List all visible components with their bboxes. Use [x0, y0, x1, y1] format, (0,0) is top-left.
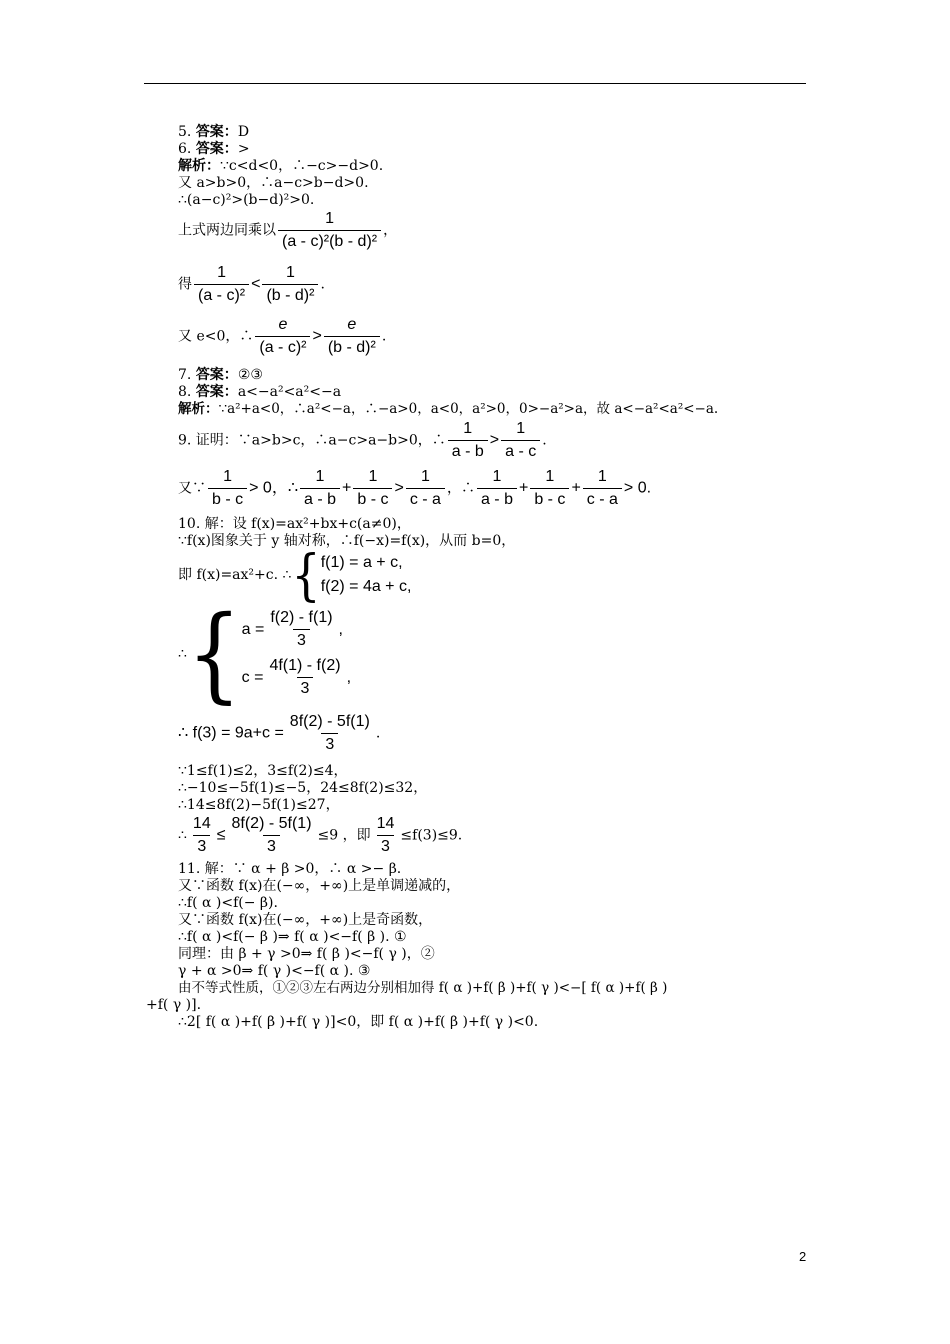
solution-11-line-2: 又∵函数 f(x)在(−∞，+∞)上是单调递减的，	[178, 878, 461, 894]
fraction: $\frac{e}{\text{(a - c)²}}$	[255, 316, 310, 357]
fraction: $\frac{1}{\text{(a - c)²(b - d)²}}$	[278, 210, 381, 251]
fraction: $\frac{14}{3}$	[376, 815, 395, 855]
solution-10-system-2: ∴{ a = $\frac{f(2) - f(1)}{3}$ , c = $\frac{4f(1) - f(2)}{3}$ ,	[178, 594, 352, 714]
solution-10-system-1: 即 f(x)=ax²+c. ∴{ f(1) = a + c, f(2) = 4a + c,	[178, 542, 412, 608]
fraction: $\frac{1}{a - b}$	[448, 420, 488, 461]
solution-11-line-5: ∴f( α )<f(− β )⇒ f( α )<−f( β ). ①	[178, 929, 407, 945]
fraction: $\frac{e}{\text{(b - d)²}}$	[324, 316, 380, 357]
fraction: $\frac{1}{b - c}$	[353, 468, 392, 509]
fraction: $\frac{f(2) - f(1)}{3}$	[270, 609, 333, 650]
analysis-6: 解析：∵c<d<0，∴−c>−d>0.	[178, 158, 384, 174]
solution-10: 10. 解：设 f(x)=ax²+bx+c(a≠0)，	[178, 516, 411, 532]
analysis-6-line-5: 得 $\frac{1}{\text{(a - c)²}}$ < $\frac{1}{\text{(b - d)²}}$ .	[178, 264, 325, 304]
solution-11-line-7: γ + α >0⇒ f( γ )<−f( α ). ③	[178, 963, 371, 979]
solution-11-line-3: ∴f( α )<f(− β).	[178, 895, 278, 911]
solution-11: 11. 解：∵ α + β >0，∴ α >− β.	[178, 861, 402, 877]
fraction: $\frac{1}{b - c}$	[530, 468, 569, 509]
analysis-8: 解析：∵a²+a<0，∴a²<−a，∴−a>0，a<0，a²>0，0>−a²>a，故 a<−a²<a²<−a.	[178, 401, 719, 417]
proof-9-line-2: 又∵ $\frac{1}{b - c}$ > 0，∴ $\frac{1}{a - b}$ + $\frac{1}{b - c}$ > $\frac{1}{c - a}$ ，∴ $\frac{1}{a - b}$ + $\frac{1}{b - c}$ + $\frac{1}{c - a}$ > 0.	[178, 468, 652, 508]
solution-10-line-8: ∴14≤8f(2)−5f(1)≤27，	[178, 797, 340, 813]
solution-10-line-6: ∵1≤f(1)≤2，3≤f(2)≤4，	[178, 763, 348, 779]
fraction: $\frac{4f(1) - f(2)}{3}$	[269, 657, 341, 698]
answer-8: 8. 答案：a<−a²<a²<−a	[178, 384, 342, 400]
analysis-6-line-6: 又 e<0，∴ $\frac{e}{\text{(a - c)²}}$ > $\frac{e}{\text{(b - d)²}}$ .	[178, 316, 387, 356]
fraction: $\frac{1}{a - c}$	[501, 420, 540, 461]
page-number: 2	[799, 1249, 807, 1264]
solution-10-line-2: ∵f(x)图象关于 y 轴对称，∴f(−x)=f(x)，从而 b=0，	[178, 533, 516, 549]
solution-11-line-8: 由不等式性质，①②③左右两边分别相加得 f( α )+f( β )+f( γ )<−[ f( α )+f( β )	[178, 980, 668, 996]
fraction: $\frac{1}{a - b}$	[477, 468, 517, 509]
solution-11-line-6: 同理：由 β + γ >0⇒ f( β )<−f( γ )，②	[178, 946, 435, 962]
solution-10-conclusion: ∴ $\frac{14}{3}$ ≤ $\frac{8f(2) - 5f(1)}{3}$ ≤9 ，即 $\frac{14}{3}$ ≤f(3)≤9.	[178, 815, 463, 855]
analysis-6-line-3: ∴(a−c)²>(b−d)²>0.	[178, 192, 315, 208]
fraction: $\frac{1}{b - c}$	[208, 468, 247, 509]
solution-11-line-9: +f( γ )].	[146, 997, 202, 1013]
fraction: $\frac{1}{\text{(a - c)²}}$	[194, 264, 249, 305]
fraction: $\frac{1}{c - a}$	[406, 468, 445, 509]
fraction: $\frac{14}{3}$	[192, 815, 211, 855]
proof-9: 9. 证明：∵a>b>c，∴a−c>a−b>0，∴ $\frac{1}{a - b}$ > $\frac{1}{a - c}$ .	[178, 420, 547, 460]
analysis-6-line-2: 又 a>b>0，∴a−c>b−d>0.	[178, 175, 369, 191]
answer-5: 5. 答案：D	[178, 124, 250, 140]
fraction: $\frac{1}{a - b}$	[300, 468, 340, 509]
solution-10-line-7: ∴−10≤−5f(1)≤−5，24≤8f(2)≤32，	[178, 780, 428, 796]
header-rule	[144, 83, 806, 84]
analysis-6-line-4: 上式两边同乘以 $\frac{1}{\text{(a - c)²(b - d)²}}$ ，	[178, 210, 398, 250]
answer-6: 6. 答案：>	[178, 141, 250, 157]
solution-11-line-10: ∴2[ f( α )+f( β )+f( γ )]<0，即 f( α )+f( β )+f( γ )<0.	[178, 1014, 539, 1030]
solution-11-line-4: 又∵函数 f(x)在(−∞，+∞)上是奇函数，	[178, 912, 433, 928]
fraction: $\frac{8f(2) - 5f(1)}{3}$	[289, 713, 370, 753]
solution-10-f3: ∴ f(3) = 9a+c = $\frac{8f(2) - 5f(1)}{3}$ .	[178, 713, 381, 753]
fraction: $\frac{1}{\text{(b - d)²}}$	[262, 264, 318, 305]
fraction: $\frac{8f(2) - 5f(1)}{3}$	[231, 815, 312, 855]
answer-7: 7. 答案：②③	[178, 367, 263, 383]
fraction: $\frac{1}{c - a}$	[583, 468, 622, 509]
